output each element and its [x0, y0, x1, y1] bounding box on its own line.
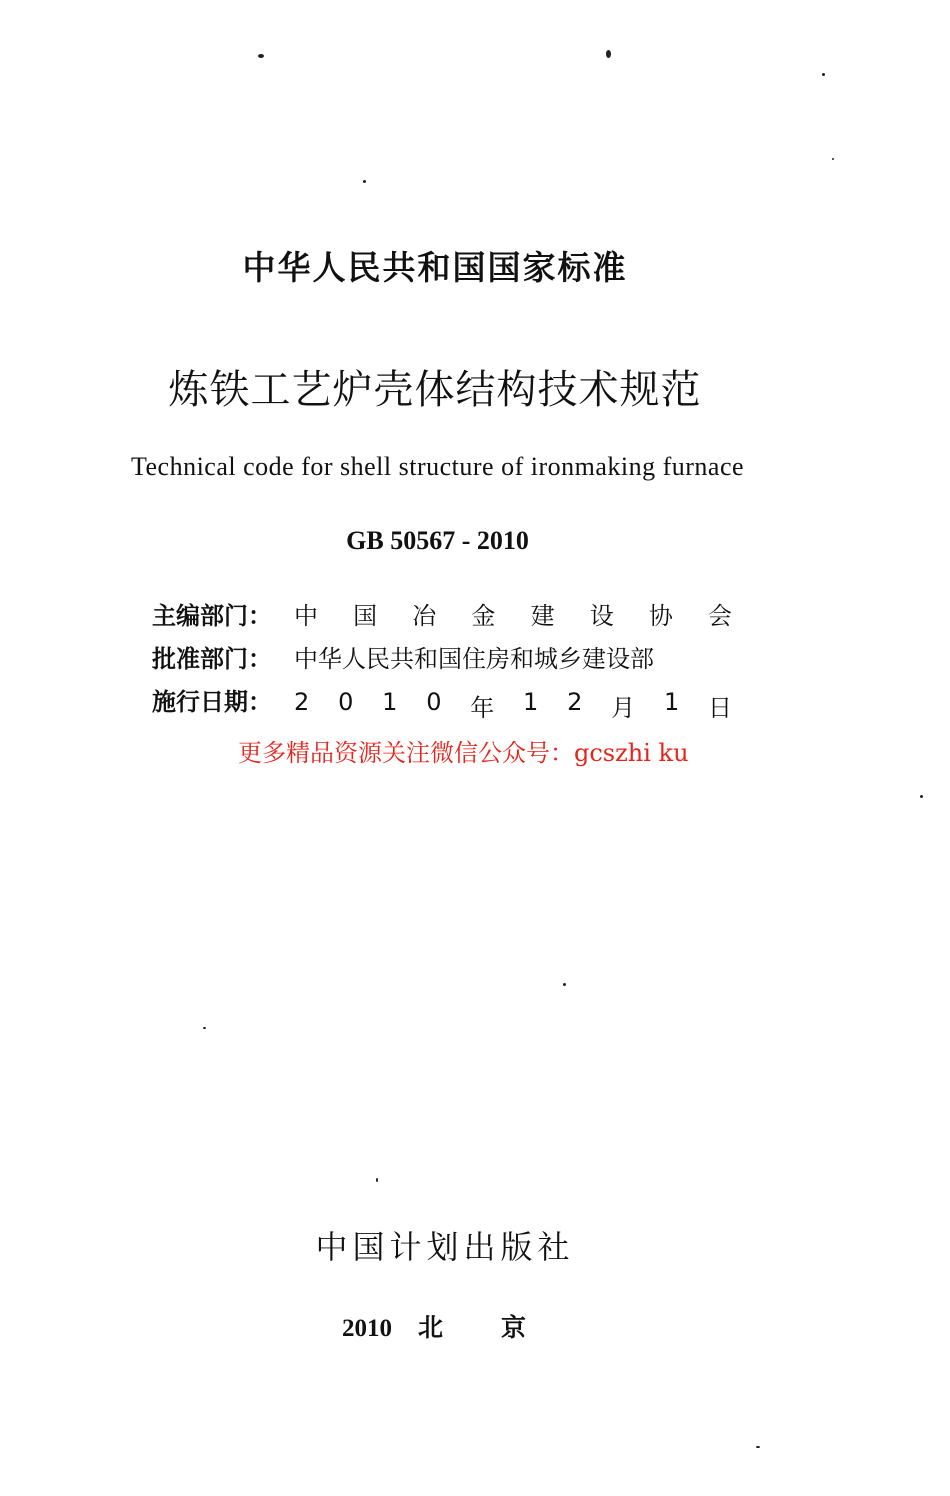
- approver-row: [152, 639, 732, 682]
- scan-speck: [920, 795, 923, 798]
- effective-date-row: [152, 682, 732, 725]
- editor-row: [152, 596, 732, 639]
- standard-series-title: 中华人民共和国国家标准: [242, 248, 628, 287]
- scan-speck: [363, 180, 366, 183]
- effective-date-label: 施行日期：: [152, 688, 272, 716]
- standard-code: GB 50567 - 2010: [346, 526, 529, 555]
- document-title-english: Technical code for shell structure of ironmaking furnace: [130, 452, 745, 481]
- effective-date-value: 2 0 1 0 年 1 2 月 1 日: [294, 688, 732, 722]
- document-title-chinese: 炼铁工艺炉壳体结构技术规范: [168, 367, 702, 413]
- approver-label: 批准部门：: [152, 645, 272, 673]
- scan-speck: [756, 1446, 760, 1448]
- editor-label: 主编部门：: [152, 602, 272, 630]
- scan-speck: [258, 54, 264, 58]
- promo-watermark-text: 更多精品资源关注微信公众号：gcszhi ku: [238, 739, 689, 767]
- scan-speck: [822, 73, 825, 76]
- publication-year: 2010: [342, 1315, 392, 1342]
- editor-value: 中 国 冶 金 建 设 协 会: [294, 602, 732, 630]
- scan-speck: [606, 50, 611, 58]
- scan-speck: [203, 1027, 206, 1029]
- scan-speck: [832, 158, 834, 160]
- publication-city: 北京: [418, 1313, 585, 1342]
- approver-value: 中华人民共和国住房和城乡建设部: [294, 645, 654, 673]
- scan-speck: [376, 1178, 378, 1182]
- publication-line: [342, 1308, 584, 1344]
- publisher-name: 中国计划出版社: [315, 1228, 575, 1266]
- scan-speck: [563, 983, 566, 986]
- standard-metadata: [152, 596, 732, 725]
